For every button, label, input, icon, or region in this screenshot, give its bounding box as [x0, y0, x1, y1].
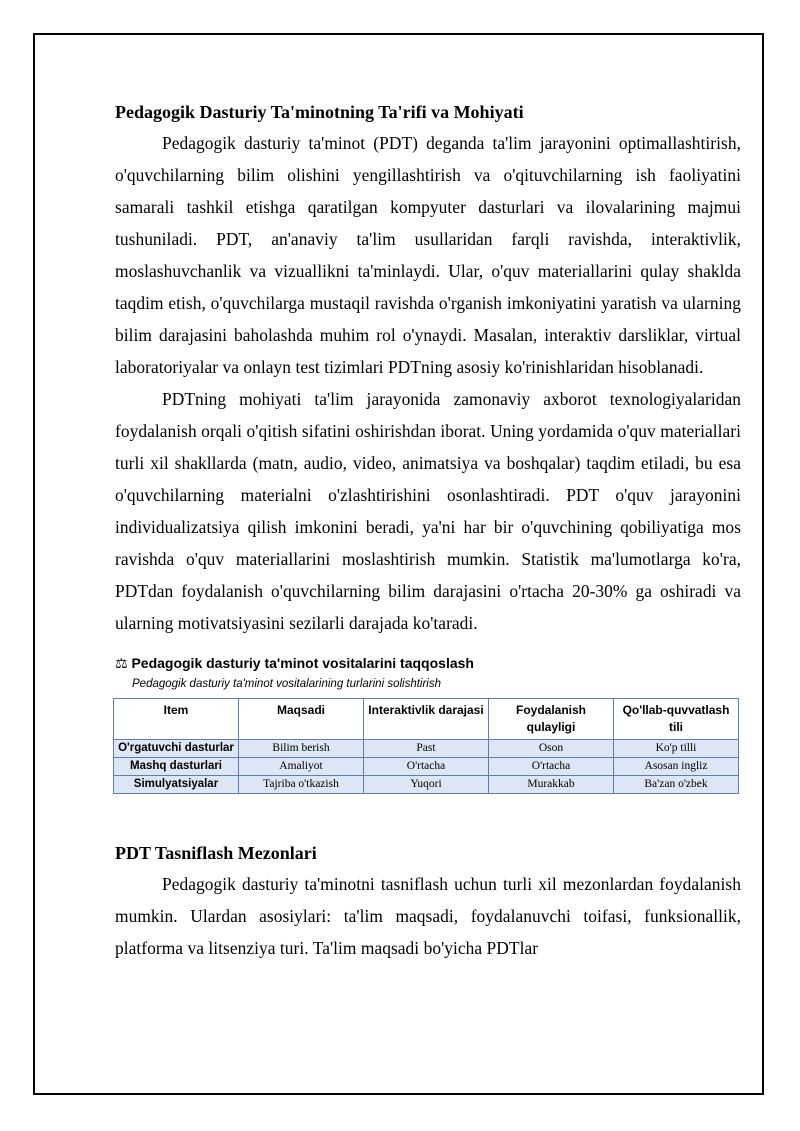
- table-cell: Past: [364, 740, 489, 758]
- table-row: [114, 776, 739, 794]
- section-heading-definition: Pedagogik Dasturiy Ta'minotning Ta'rifi va Mohiyati: [115, 102, 524, 122]
- table-row-label: Mashq dasturlari: [114, 758, 239, 776]
- table-cell: Oson: [489, 740, 614, 758]
- table-cell: Asosan ingliz: [614, 758, 739, 776]
- table-title: ⚖ Pedagogik dasturiy ta'minot vositalarini taqqoslash: [115, 655, 474, 671]
- table-header-cell: Maqsadi: [239, 699, 364, 740]
- table-row-label: O'rgatuvchi dasturlar: [114, 740, 239, 758]
- table-header-cell: Item: [114, 699, 239, 740]
- comparison-table: [113, 698, 739, 794]
- table-cell: Tajriba o'tkazish: [239, 776, 364, 794]
- table-header-cell: Foydalanish qulayligi: [489, 699, 614, 740]
- table-cell: Amaliyot: [239, 758, 364, 776]
- document-body: [115, 95, 741, 964]
- table-cell: O'rtacha: [364, 758, 489, 776]
- spacer: [115, 794, 741, 838]
- table-caption: Pedagogik dasturiy ta'minot vositalarining turlarini solishtirish: [132, 678, 442, 690]
- table-row-label: Simulyatsiyalar: [114, 776, 239, 794]
- table-cell: Yuqori: [364, 776, 489, 794]
- table-row: [114, 758, 739, 776]
- table-cell: Bilim berish: [239, 740, 364, 758]
- paragraph-definition: Pedagogik dasturiy ta'minot (PDT) deganda ta'lim jarayonini optimallashtirish, o'quvchilarning bilim olishini yengillashtirish va o'qituvchilarning ish faoliyatini samarali tashkil etishga qaratilgan kompyuter dasturlari va ilovalarining majmui tushuniladi. PDT, an'anaviy ta'lim usullaridan farqli ravishda, interaktivlik, moslashuvchanlik va vizuallikni ta'minlaydi. Ular, o'quv materiallarini qulay shaklda taqdim etish, o'quvchilarga mustaqil ravishda o'rganish imkoniyatini yaratish va ularning bilim darajasini baholashda muhim rol o'ynaydi. Masalan, interaktiv darsliklar, virtual laboratoriyalar va onlayn test tizimlari PDTning asosiy ko'rinishlaridan hisoblanadi.: [115, 133, 741, 377]
- table-cell: Ko'p tilli: [614, 740, 739, 758]
- table-cell: Murakkab: [489, 776, 614, 794]
- section-heading-classification: PDT Tasniflash Mezonlari: [115, 843, 317, 863]
- table-header-cell: Interaktivlik darajasi: [364, 699, 489, 740]
- paragraph-essence: PDTning mohiyati ta'lim jarayonida zamonaviy axborot texnologiyalaridan foydalanish orqali o'qitish sifatini oshirishdan iborat. Uning yordamida o'quv materiallari turli xil shakllarda (matn, audio, video, animatsiya va boshqalar) taqdim etiladi, bu esa o'quvchilarning materialni o'zlashtirishini osonlashtiradi. PDT o'quv jarayonini individualizatsiya qilish imkonini beradi, ya'ni har bir o'quvchining qobiliyatiga mos ravishda o'quv materiallarini moslashtirish mumkin. Statistik ma'lumotlarga ko'ra, PDTdan foydalanish o'quvchilarning bilim darajasini o'rtacha 20-30% ga oshiradi va ularning motivatsiyasini sezilarli darajada ko'taradi.: [115, 389, 741, 633]
- table-header-row: [114, 699, 739, 740]
- table-header-cell: Qo'llab-quvvatlash tili: [614, 699, 739, 740]
- table-row: [114, 740, 739, 758]
- paragraph-classification: Pedagogik dasturiy ta'minotni tasniflash uchun turli xil mezonlardan foydalanish mumkin. Ulardan asosiylari: ta'lim maqsadi, foydalanuvchi toifasi, funksionallik, platforma va litsenziya turi. Ta'lim maqsadi bo'yicha PDTlar: [115, 874, 741, 958]
- table-cell: Ba'zan o'zbek: [614, 776, 739, 794]
- table-cell: O'rtacha: [489, 758, 614, 776]
